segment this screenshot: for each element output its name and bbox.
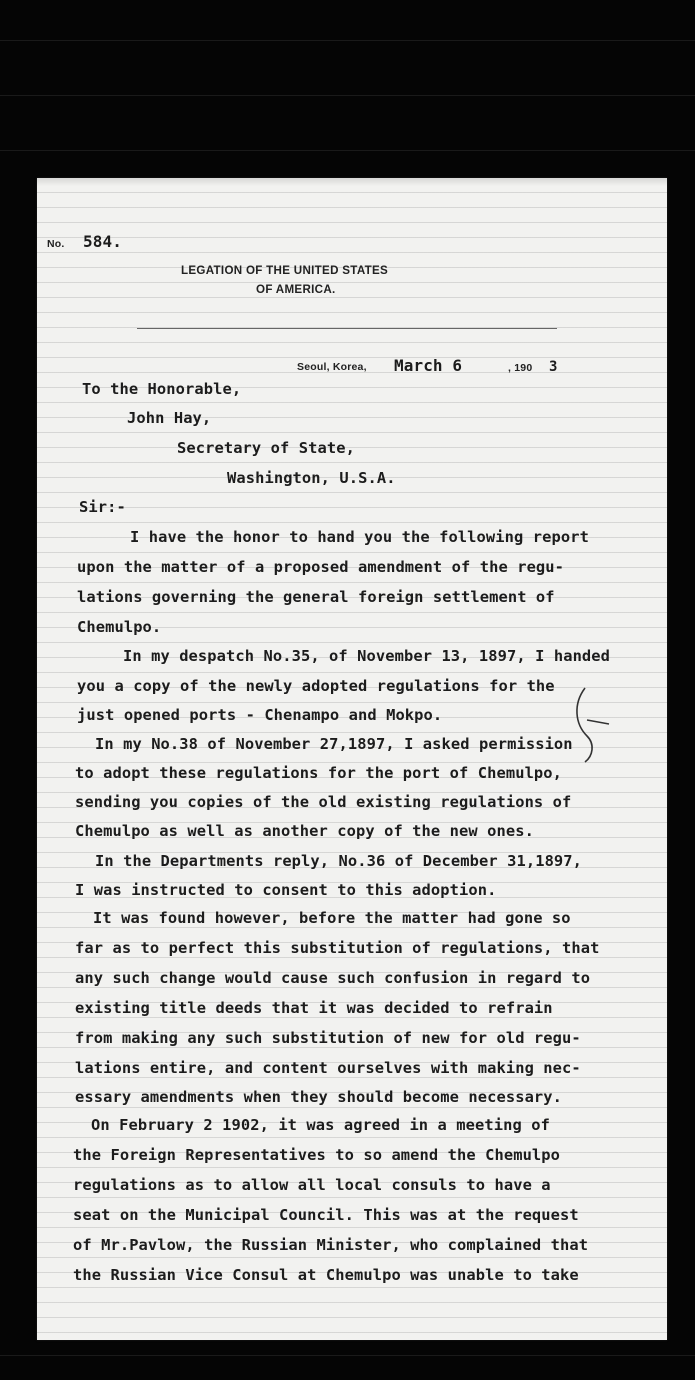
body-line: I was instructed to consent to this adoption. xyxy=(75,881,497,899)
body-line: regulations as to allow all local consuls to have a xyxy=(73,1176,551,1194)
legation-heading-line2: OF AMERICA. xyxy=(256,283,336,296)
scan-band xyxy=(0,40,695,41)
margin-bracket-mark xyxy=(565,684,615,764)
body-line: the Foreign Representatives to so amend the Chemulpo xyxy=(73,1146,561,1164)
body-line: seat on the Municipal Council. This was at the request xyxy=(73,1206,579,1224)
letter-page xyxy=(37,178,667,1340)
body-line: essary amendments when they should become necessary. xyxy=(75,1088,563,1106)
body-line: In my No.38 of November 27,1897, I asked permission xyxy=(95,735,573,753)
year-suffix: 3 xyxy=(549,359,558,375)
body-line: I have the honor to hand you the following report xyxy=(130,528,589,546)
letterhead-rule xyxy=(137,328,557,329)
body-line: any such change would cause such confusion in regard to xyxy=(75,969,591,987)
body-line: just opened ports - Chenampo and Mokpo. xyxy=(77,706,443,724)
body-line: of Mr.Pavlow, the Russian Minister, who complained that xyxy=(73,1236,589,1254)
body-line: upon the matter of a proposed amendment of the regu- xyxy=(77,558,565,576)
page-edge-shadow xyxy=(37,178,667,186)
scan-band xyxy=(0,1355,695,1356)
body-line: you a copy of the newly adopted regulations for the xyxy=(77,677,555,695)
body-line: to adopt these regulations for the port of Chemulpo, xyxy=(75,764,563,782)
number-label: No. xyxy=(47,238,65,250)
scan-band xyxy=(0,150,695,151)
salutation: Sir:- xyxy=(79,498,126,516)
year-prefix: , 190 xyxy=(508,362,533,374)
legation-heading-line1: LEGATION OF THE UNITED STATES xyxy=(181,264,389,277)
body-line: existing title deeds that it was decided to refrain xyxy=(75,999,553,1017)
body-line: In my despatch No.35, of November 13, 1897, I handed xyxy=(123,647,611,665)
body-line: lations governing the general foreign settlement of xyxy=(77,588,555,606)
address-line-city: Washington, U.S.A. xyxy=(227,469,396,487)
address-line-name: John Hay, xyxy=(127,409,212,427)
body-line: lations entire, and content ourselves with making nec- xyxy=(75,1059,581,1077)
body-line: sending you copies of the old existing regulations of xyxy=(75,793,572,811)
scan-band xyxy=(0,95,695,96)
body-line: from making any such substitution of new for old regu- xyxy=(75,1029,581,1047)
body-line: Chemulpo as well as another copy of the new ones. xyxy=(75,822,534,840)
body-line: In the Departments reply, No.36 of December 31,1897, xyxy=(95,852,583,870)
place-label: Seoul, Korea, xyxy=(297,361,367,373)
body-line: far as to perfect this substitution of regulations, that xyxy=(75,939,600,957)
body-line: On February 2 1902, it was agreed in a meeting of xyxy=(91,1116,550,1134)
body-line: the Russian Vice Consul at Chemulpo was unable to take xyxy=(73,1266,579,1284)
body-line: Chemulpo. xyxy=(77,618,162,636)
despatch-number: 584. xyxy=(83,232,122,251)
letter-date: March 6 xyxy=(394,356,463,375)
body-line: It was found however, before the matter had gone so xyxy=(93,909,571,927)
address-line-title: Secretary of State, xyxy=(177,439,355,457)
address-line-honorable: To the Honorable, xyxy=(82,380,242,398)
